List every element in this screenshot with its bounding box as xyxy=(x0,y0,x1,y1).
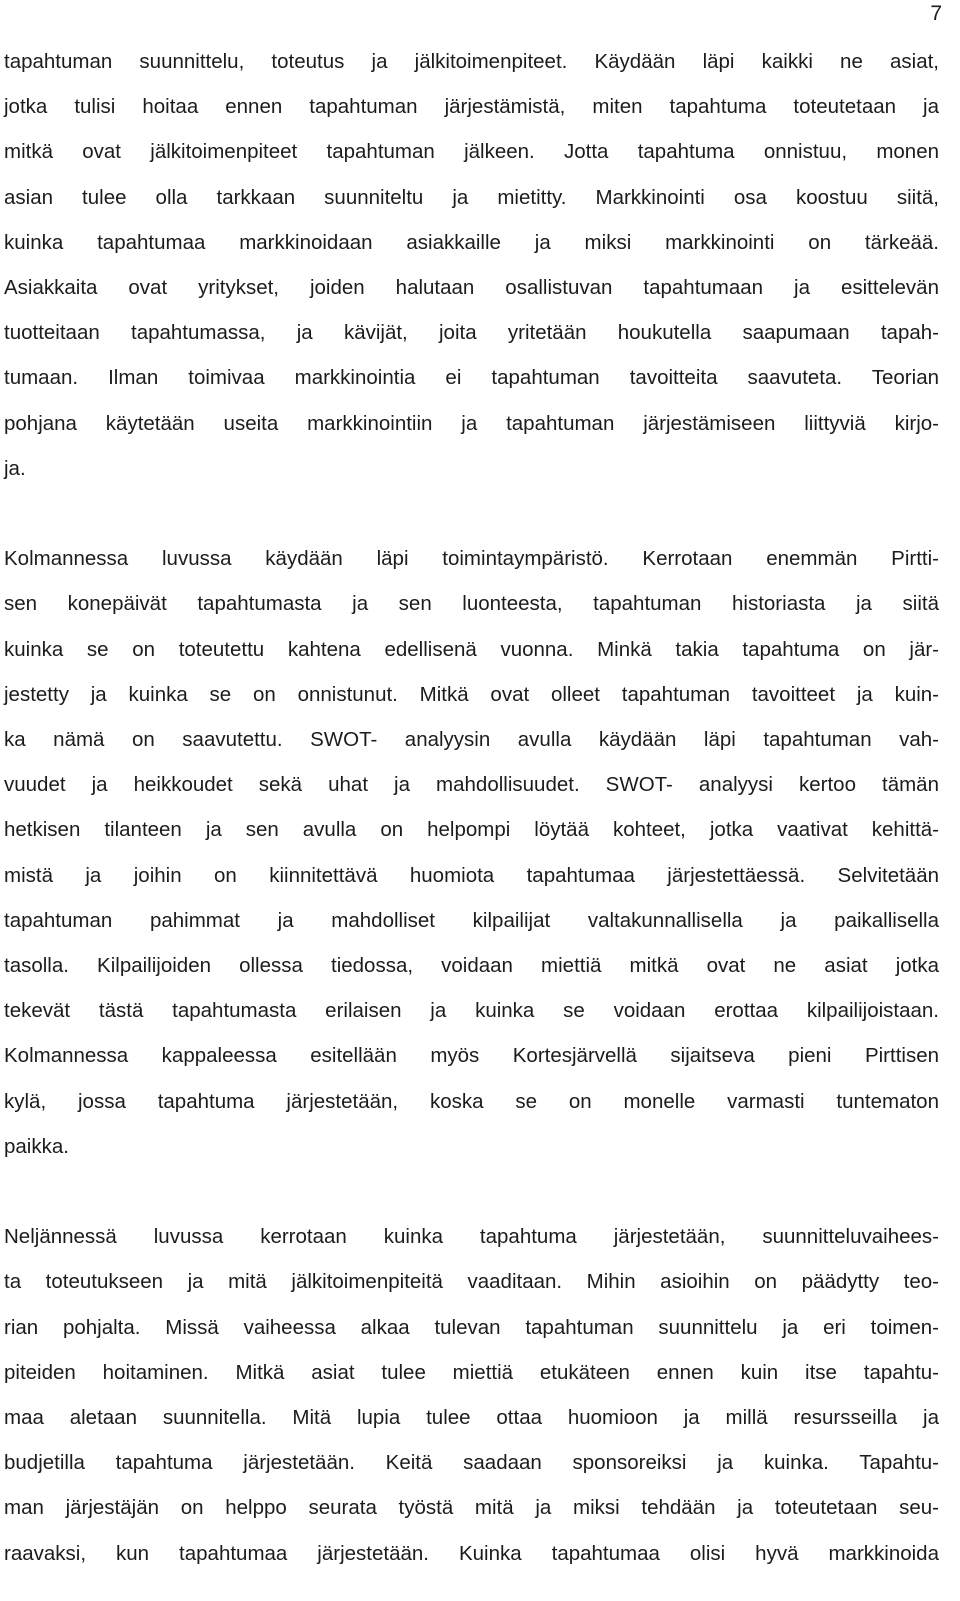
text-line: jotka tulisi hoitaa ennen tapahtuman järjestämistä, miten tapahtuma toteutetaan ja xyxy=(4,95,939,119)
text-line: ta toteutukseen ja mitä jälkitoimenpiteitä vaaditaan. Mihin asioihin on päädytty teo- xyxy=(4,1270,939,1294)
text-line: kuinka se on toteutettu kahtena edellisenä vuonna. Minkä takia tapahtuma on jär- xyxy=(4,637,939,661)
text-line: maa aletaan suunnitella. Mitä lupia tulee ottaa huomioon ja millä resursseilla ja xyxy=(4,1406,939,1430)
text-line: ka nämä on saavutettu. SWOT- analyysin avulla käydään läpi tapahtuman vah- xyxy=(4,728,939,752)
text-line: paikka. xyxy=(4,1134,69,1158)
text-line: Asiakkaita ovat yritykset, joiden halutaan osallistuvan tapahtumaan ja esittelevän xyxy=(4,276,939,300)
text-line: Kolmannessa luvussa käydään läpi toimintaympäristö. Kerrotaan enemmän Pirtti- xyxy=(4,547,939,571)
text-line: vuudet ja heikkoudet sekä uhat ja mahdollisuudet. SWOT- analyysi kertoo tämän xyxy=(4,773,939,797)
text-line: ja. xyxy=(4,456,26,480)
text-line: budjetilla tapahtuma järjestetään. Keitä saadaan sponsoreiksi ja kuinka. Tapahtu- xyxy=(4,1451,939,1475)
text-line: mitkä ovat jälkitoimenpiteet tapahtuman jälkeen. Jotta tapahtuma onnistuu, monen xyxy=(4,140,939,164)
text-line: pohjana käytetään useita markkinointiin ja tapahtuman järjestämiseen liittyviä kirjo- xyxy=(4,411,939,435)
text-line: tekevät tästä tapahtumasta erilaisen ja kuinka se voidaan erottaa kilpailijoistaan. xyxy=(4,999,939,1023)
text-line: jestetty ja kuinka se on onnistunut. Mitkä ovat olleet tapahtuman tavoitteet ja kuin- xyxy=(4,682,939,706)
text-line: Kolmannessa kappaleessa esitellään myös Kortesjärvellä sijaitseva pieni Pirttisen xyxy=(4,1044,939,1068)
text-line: man järjestäjän on helppo seurata työstä mitä ja miksi tehdään ja toteutetaan seu- xyxy=(4,1496,939,1520)
text-line: kuinka tapahtumaa markkinoidaan asiakkaille ja miksi markkinointi on tärkeää. xyxy=(4,230,939,254)
text-line: mistä ja joihin on kiinnitettävä huomiota tapahtumaa järjestettäessä. Selvitetään xyxy=(4,863,939,887)
text-line: tasolla. Kilpailijoiden ollessa tiedossa, voidaan miettiä mitkä ovat ne asiat jotka xyxy=(4,954,939,978)
text-line: raavaksi, kun tapahtumaa järjestetään. Kuinka tapahtumaa olisi hyvä markkinoida xyxy=(4,1541,939,1565)
text-line: asian tulee olla tarkkaan suunniteltu ja mietitty. Markkinointi osa koostuu siitä, xyxy=(4,185,939,209)
paragraph xyxy=(4,39,939,491)
text-line: hetkisen tilanteen ja sen avulla on helpompi löytää kohteet, jotka vaativat kehittä- xyxy=(4,818,939,842)
page-number: 7 xyxy=(930,2,942,25)
text-line: tapahtuman suunnittelu, toteutus ja jälkitoimenpiteet. Käydään läpi kaikki ne asiat, xyxy=(4,50,939,73)
text-line: kylä, jossa tapahtuma järjestetään, koska se on monelle varmasti tuntematon xyxy=(4,1089,939,1113)
text-line: sen konepäivät tapahtumasta ja sen luonteesta, tapahtuman historiasta ja siitä xyxy=(4,592,939,616)
text-line: tuotteitaan tapahtumassa, ja kävijät, joita yritetään houkutella saapumaan tapah- xyxy=(4,321,939,345)
text-line: rian pohjalta. Missä vaiheessa alkaa tulevan tapahtuman suunnittelu ja eri toimen- xyxy=(4,1315,939,1339)
text-line: piteiden hoitaminen. Mitkä asiat tulee miettiä etukäteen ennen kuin itse tapahtu- xyxy=(4,1360,939,1384)
text-line: tapahtuman pahimmat ja mahdolliset kilpailijat valtakunnallisella ja paikallisella xyxy=(4,908,939,932)
text-line: Neljännessä luvussa kerrotaan kuinka tapahtuma järjestetään, suunnitteluvaihees- xyxy=(4,1225,939,1249)
text-line: tumaan. Ilman toimivaa markkinointia ei tapahtuman tavoitteita saavuteta. Teorian xyxy=(4,366,939,390)
paragraph xyxy=(4,536,939,1169)
body-text xyxy=(4,39,939,1576)
paragraph xyxy=(4,1214,939,1576)
